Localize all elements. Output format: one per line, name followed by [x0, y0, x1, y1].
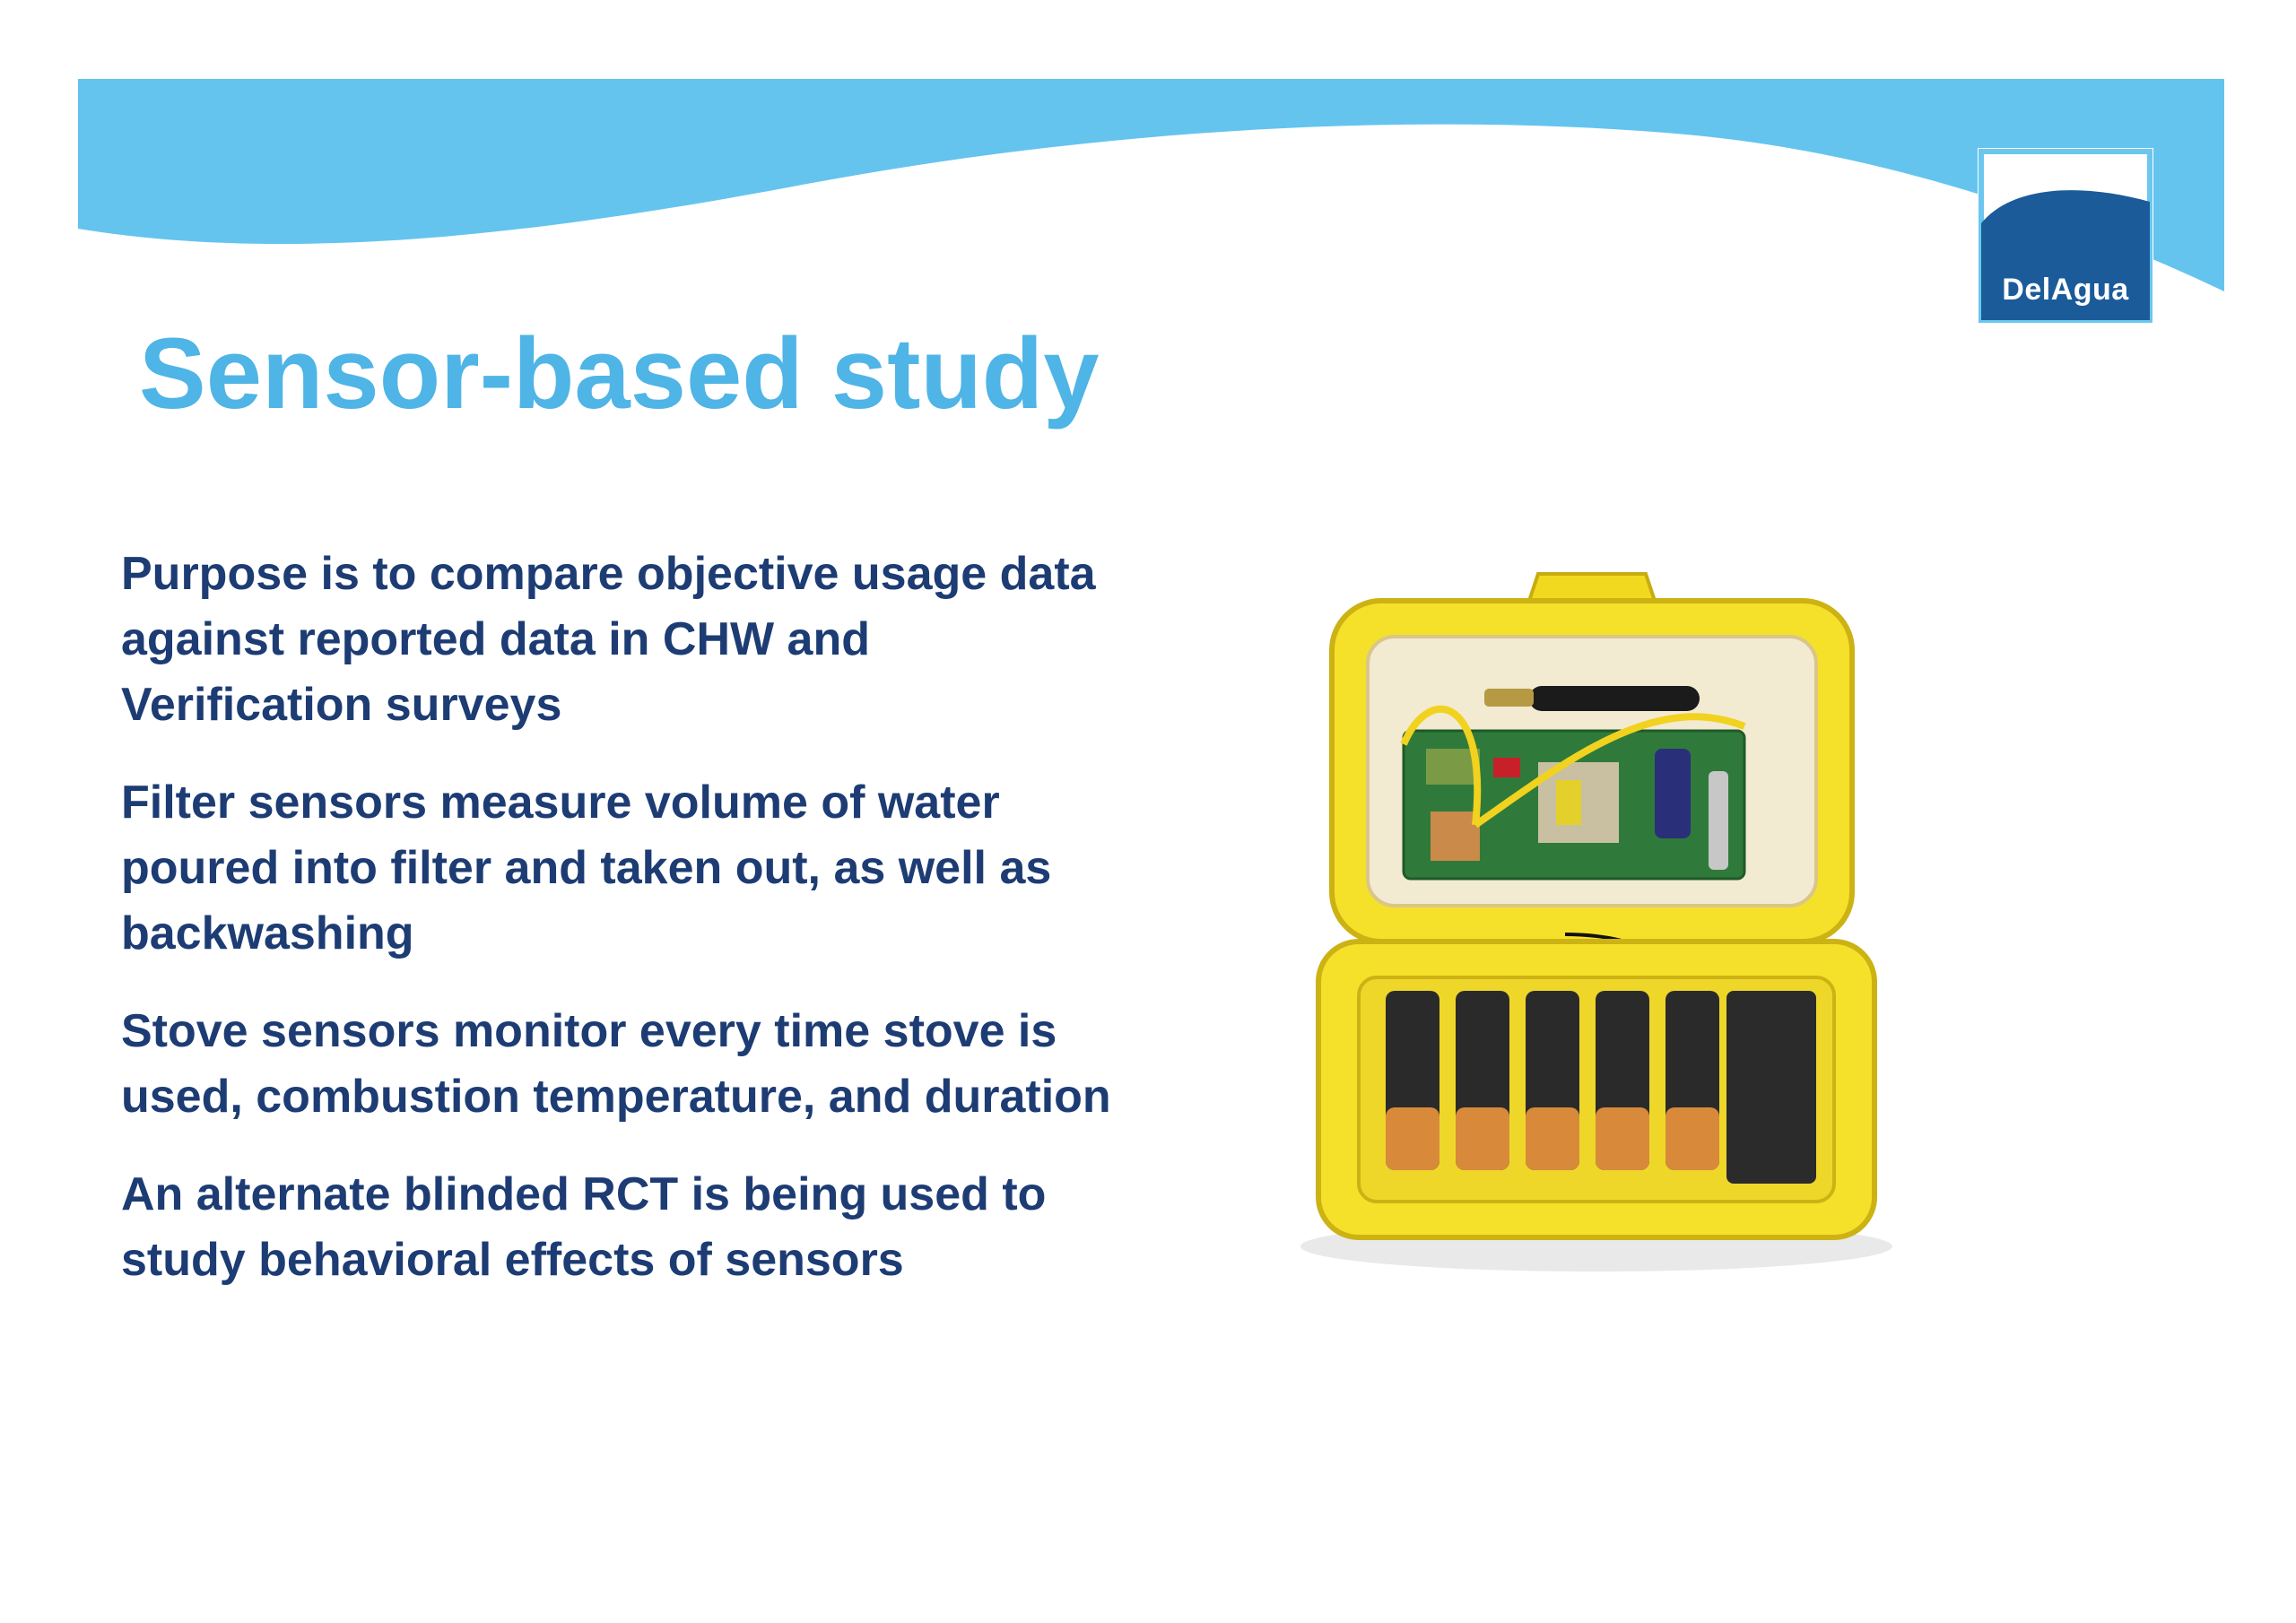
logo-text: DelAgua — [2002, 273, 2129, 307]
bullet-item: Purpose is to compare objective usage data against reported data in CHW and Verification surveys — [121, 548, 1096, 731]
slide-title: Sensor-based study — [139, 317, 1100, 430]
bullet-item: Stove sensors monitor every time stove is used, combustion temperature, and duration — [121, 1005, 1111, 1123]
battery-group — [1386, 991, 1719, 1170]
bullet-item: An alternate blinded RCT is being used to study behavioral effects of sensors — [121, 1168, 1047, 1286]
header-wave-banner — [0, 0, 2296, 341]
delagua-logo — [1978, 148, 2153, 324]
bullet-item: Filter sensors measure volume of water poured into filter and taken out, as well as backwashing — [121, 777, 1052, 959]
sensor-device-photo — [1269, 565, 1924, 1282]
bullet-list — [121, 542, 1117, 1325]
